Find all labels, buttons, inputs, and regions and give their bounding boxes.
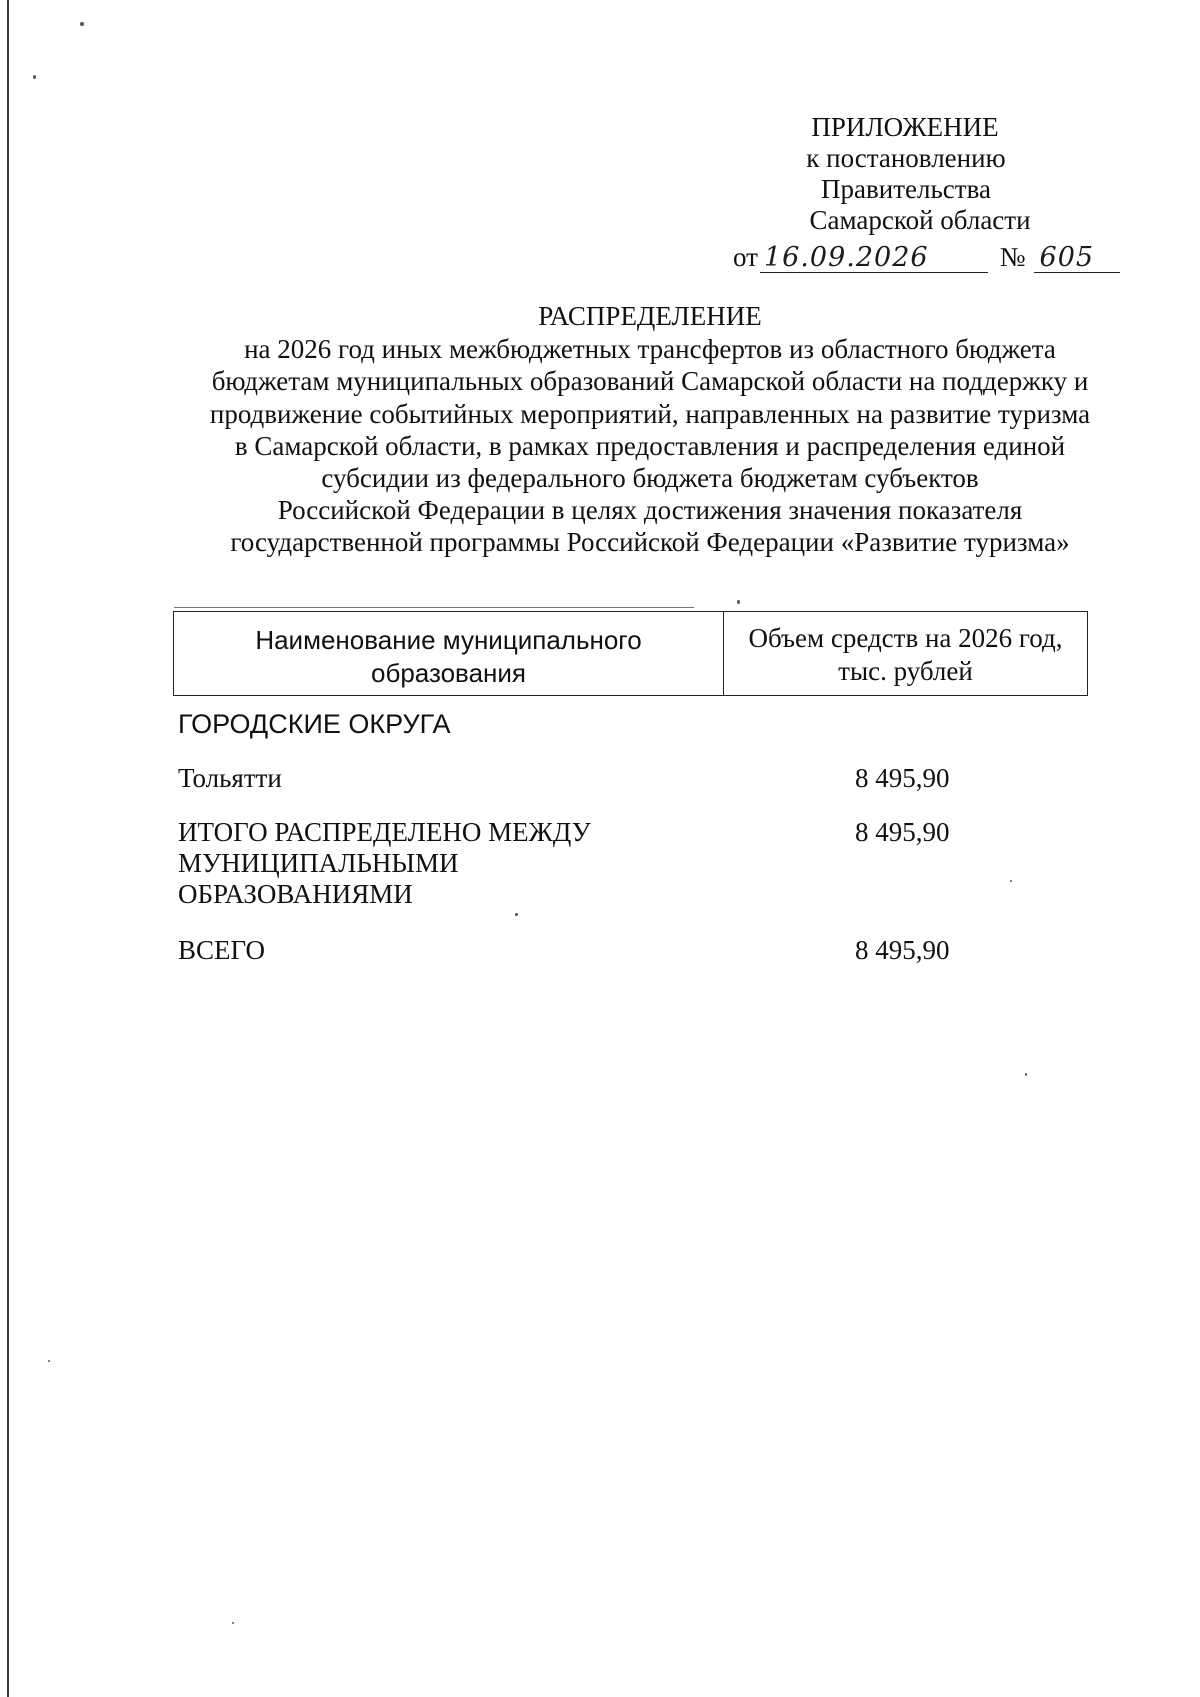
grand-total-amount: 8 495,90 bbox=[855, 935, 950, 965]
header-municipality-line2: образования bbox=[370, 658, 526, 688]
table-header bbox=[173, 611, 1088, 696]
heading-line: на 2026 год иных межбюджетных трансфертов из областного бюджета bbox=[244, 334, 1056, 365]
grand-total-label: ВСЕГО bbox=[178, 935, 265, 965]
appendix-date-number-line bbox=[660, 239, 1120, 273]
appendix-decree-line: к постановлению Правительства bbox=[806, 143, 1006, 204]
heading-line: Российской Федерации в целях достижения значения показателя bbox=[277, 495, 1023, 526]
header-municipality bbox=[174, 612, 724, 695]
header-amount-line1: Объем средств на 2026 год, bbox=[748, 623, 1063, 653]
header-amount bbox=[724, 612, 1087, 695]
heading-line: в Самарской области, в рамках предоставления и распределения единой bbox=[234, 430, 1066, 461]
scan-page-edge bbox=[7, 0, 9, 1697]
scan-speck bbox=[232, 1622, 234, 1624]
municipality-name: Тольятти bbox=[178, 763, 282, 793]
handwritten-number: 605 bbox=[1034, 244, 1120, 273]
section-title: ГОРОДСКИЕ ОКРУГА bbox=[178, 709, 451, 739]
scan-rule bbox=[174, 607, 694, 608]
scan-speck bbox=[33, 75, 36, 79]
number-sign: № bbox=[999, 242, 1026, 272]
appendix-region-line: Самарской области bbox=[809, 205, 1031, 235]
municipality-amount: 8 495,90 bbox=[855, 763, 950, 793]
document-heading bbox=[150, 300, 1150, 559]
scan-speck bbox=[48, 1360, 50, 1362]
heading-line: продвижение событийных мероприятий, направленных на развитие туризма bbox=[209, 398, 1091, 429]
heading-line: субсидии из федерального бюджета бюджетам субъектов bbox=[321, 463, 979, 494]
total-amount: 8 495,90 bbox=[855, 817, 950, 847]
header-amount-line2: тыс. рублей bbox=[838, 656, 973, 686]
date-prefix: от bbox=[733, 242, 758, 272]
appendix-title: ПРИЛОЖЕНИЕ bbox=[811, 112, 999, 142]
heading-line: государственной программы Российской Федерации «Развитие туризма» bbox=[230, 527, 1070, 558]
header-municipality-line1: Наименование муниципального bbox=[255, 625, 642, 655]
total-label-line1: ИТОГО РАСПРЕДЕЛЕНО МЕЖДУ bbox=[178, 817, 591, 847]
scan-speck bbox=[80, 22, 84, 26]
scan-speck bbox=[515, 913, 518, 916]
scan-speck bbox=[1010, 880, 1012, 882]
scan-speck bbox=[737, 600, 740, 604]
total-label-line2: МУНИЦИПАЛЬНЫМИ bbox=[178, 848, 459, 878]
total-label bbox=[178, 817, 658, 910]
total-label-line3: ОБРАЗОВАНИЯМИ bbox=[178, 879, 413, 909]
handwritten-date: 16.09.2026 bbox=[760, 244, 988, 273]
appendix-block bbox=[660, 112, 1120, 273]
heading-title: РАСПРЕДЕЛЕНИЕ bbox=[538, 301, 762, 331]
heading-line: бюджетам муниципальных образований Самарской области на поддержку и bbox=[211, 366, 1089, 397]
scan-speck bbox=[1025, 1073, 1027, 1076]
